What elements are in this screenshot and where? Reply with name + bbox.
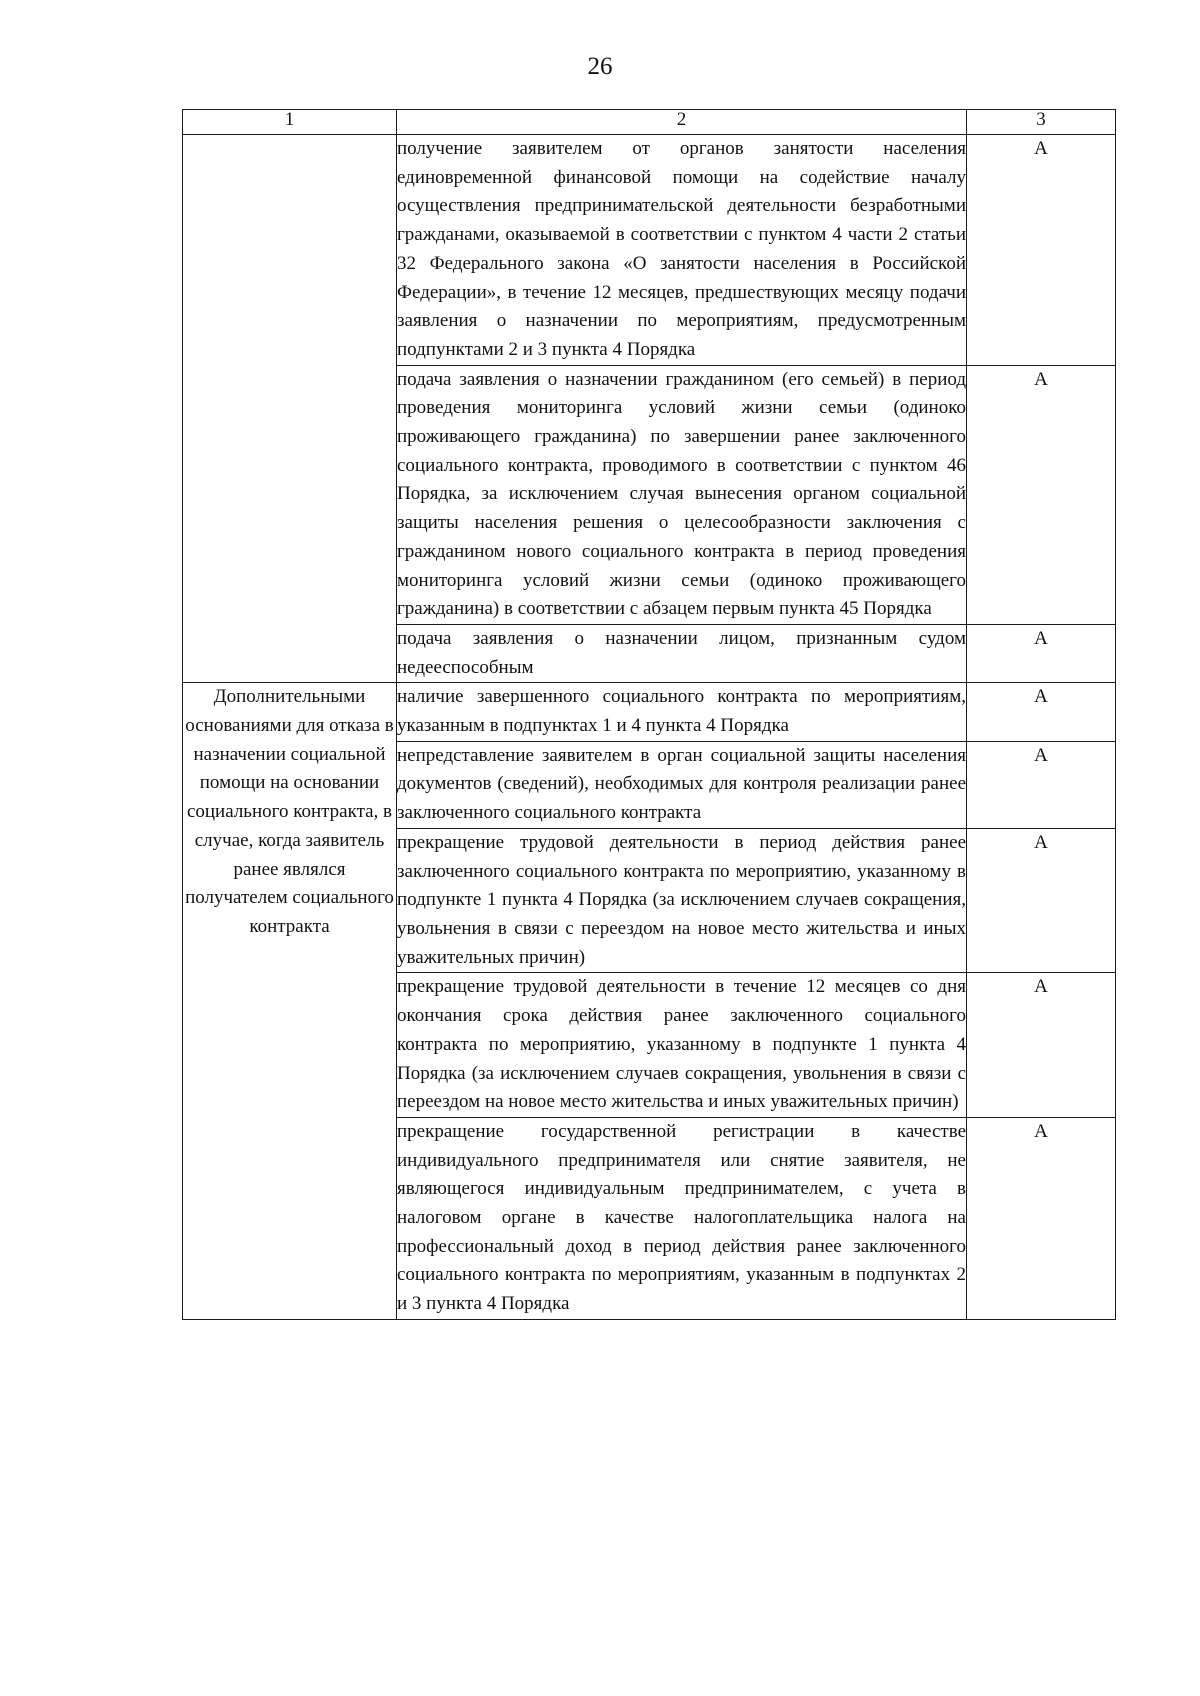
condition-code: А [967,135,1116,366]
conditions-table [182,109,1116,1320]
condition-code: А [967,741,1116,828]
header-cell: 1 [183,110,397,135]
header-cell: 3 [967,110,1116,135]
table-row [183,135,1116,366]
condition-text: наличие завершенного социального контракта по мероприятиям, указанным в подпунктах 1 и 4 пункта 4 Порядка [397,683,967,741]
condition-text: прекращение трудовой деятельности в период действия ранее заключенного социального контракта по мероприятию, указанному в подпункте 1 пункта 4 Порядка (за исключением случаев сокращения, увольнения в связи с переездом на новое место жительства и иных уважительных причин) [397,828,967,973]
group-label: Дополнительными основаниями для отказа в назначении социальной помощи на основании социального контракта, в случае, когда заявитель ранее являлся получателем социального контракта [183,683,397,1319]
header-row [183,110,1116,135]
condition-text: подача заявления о назначении гражданином (его семьей) в период проведения мониторинга условий жизни семьи (одиноко проживающего гражданина) по завершении ранее заключенного социального контракта, проводимого в соответствии с пунктом 46 Порядка, за исключением случая вынесения органом социальной защиты населения решения о целесообразности заключения с гражданином нового социального контракта в период проведения мониторинга условий жизни семьи (одиноко проживающего гражданина) в соответствии с абзацем первым пункта 45 Порядка [397,365,967,624]
condition-code: А [967,624,1116,682]
condition-code: А [967,1117,1116,1319]
header-cell: 2 [397,110,967,135]
condition-text: прекращение государственной регистрации в качестве индивидуального предпринимателя или снятие заявителя, не являющегося индивидуальным предпринимателем, с учета в налоговом органе в качестве налогоплательщика налога на профессиональный доход в период действия ранее заключенного социального контракта по мероприятиям, указанным в подпунктах 2 и 3 пункта 4 Порядка [397,1117,967,1319]
condition-code: А [967,683,1116,741]
condition-code: А [967,828,1116,973]
empty-group-cell [183,135,397,683]
condition-text: непредставление заявителем в орган социальной защиты населения документов (сведений), необходимых для контроля реализации ранее заключенного социального контракта [397,741,967,828]
condition-text: получение заявителем от органов занятости населения единовременной финансовой помощи на содействие началу осуществления предпринимательской деятельности безработными гражданами, оказываемой в соответствии с пунктом 4 части 2 статьи 32 Федерального закона «О занятости населения в Российской Федерации», в течение 12 месяцев, предшествующих месяцу подачи заявления о назначении по мероприятиям, предусмотренным подпунктами 2 и 3 пункта 4 Порядка [397,135,967,366]
condition-code: А [967,973,1116,1118]
condition-text: прекращение трудовой деятельности в течение 12 месяцев со дня окончания срока действия ранее заключенного социального контракта по мероприятию, указанному в подпункте 1 пункта 4 Порядка (за исключением случаев сокращения, увольнения в связи с переездом на новое место жительства и иных уважительных причин) [397,973,967,1118]
page-number: 26 [587,53,613,80]
table-row [183,683,1116,741]
condition-code: А [967,365,1116,624]
condition-text: подача заявления о назначении лицом, признанным судом недееспособным [397,624,967,682]
